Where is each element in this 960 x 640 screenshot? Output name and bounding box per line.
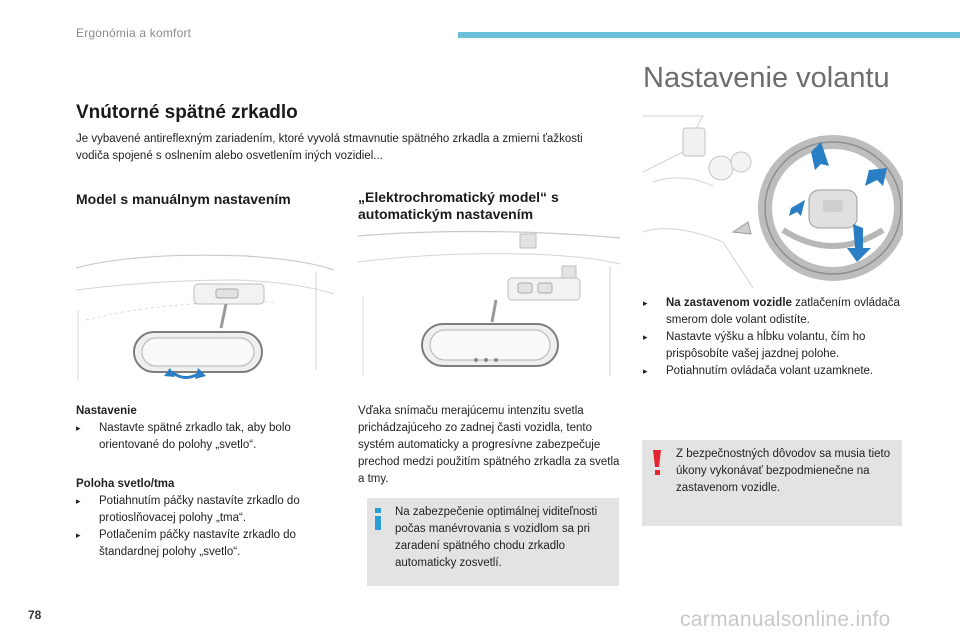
steering-instructions — [643, 295, 905, 380]
list-item — [643, 363, 905, 380]
auto-mirror-illustration — [358, 226, 620, 384]
manual-mirror-illustration — [76, 250, 336, 390]
info-icon — [372, 508, 384, 530]
info-note-text: Na zabezpečenie optimálnej viditeľnosti počas manévrovania s vozidlom sa pri zaradení spätného chodu zrkadlo automaticky zosvetlí. — [395, 506, 598, 569]
steering-item-1-text: zatlačením ovládača smerom dole volant odistíte. — [666, 297, 900, 326]
bullet-icon: ▸ — [643, 332, 648, 342]
steering-item-3-text: Potiahnutím ovládača volant uzamknete. — [666, 365, 874, 377]
info-note-box — [367, 498, 619, 586]
exclamation-icon — [652, 450, 662, 476]
manual-model-heading: Model s manuálnym nastavením — [76, 191, 291, 207]
mirror-section-title: Vnútorné spätné zrkadlo — [76, 102, 298, 123]
steering-item-2-text: Nastavte výšku a hĺbku volantu, čím ho prispôsobíte vašej jazdnej polohe. — [666, 331, 866, 360]
manual-adjust-title: Nastavenie — [76, 405, 137, 417]
warning-note-text: Z bezpečnostných dôvodov sa musia tieto úkony vykonávať bezpodmienečne na zastavenom vozidle. — [676, 448, 891, 494]
list-item — [76, 420, 326, 454]
list-item — [76, 527, 326, 561]
steering-wheel-illustration — [643, 112, 903, 288]
manual-position-block — [76, 476, 326, 561]
manual-adjust-block — [76, 403, 326, 454]
list-item — [643, 295, 905, 329]
manual-adjust-item: Nastavte spätné zrkadlo tak, aby bolo orientované do polohy „svetlo“. — [99, 422, 291, 451]
manual-position-item-2: Potlačením páčky nastavíte zrkadlo do štandardnej polohy „svetlo“. — [99, 529, 296, 558]
bullet-icon: ▸ — [76, 496, 81, 506]
page-number: 78 — [28, 608, 42, 622]
warning-note-box — [642, 440, 902, 526]
bullet-icon: ▸ — [643, 298, 648, 308]
watermark: carmanualsonline.info — [680, 608, 891, 631]
steering-section-title: Nastavenie volantu — [643, 62, 890, 94]
header-accent-bar — [458, 32, 960, 38]
bullet-icon: ▸ — [643, 366, 648, 376]
steering-item-1-strong: Na zastavenom vozidle — [666, 297, 792, 309]
bullet-icon: ▸ — [76, 530, 81, 540]
mirror-intro-text: Je vybavené antireflexným zariadením, ktoré vyvolá stmavnutie spätného zrkadla a zmierni ťažkosti vodiča spojené s oslnením alebo osvetlením iných vozidiel... — [76, 133, 583, 162]
manual-position-title: Poloha svetlo/tma — [76, 478, 175, 490]
list-item — [76, 493, 326, 527]
header-section-label: Ergonómia a komfort — [76, 26, 192, 40]
bullet-icon: ▸ — [76, 423, 81, 433]
auto-model-heading: „Elektrochromatický model“ s automatickým nastavením — [358, 189, 559, 222]
auto-body-text: Vďaka snímaču merajúcemu intenzitu svetla prichádzajúceho zo zadnej časti vozidla, tento systém automaticky a progresívne zabezpečuje prechod medzi použitím spätného zrkadla za svetla a tmy. — [358, 405, 620, 485]
manual-position-item-1: Potiahnutím páčky nastavíte zrkadlo do protioslňovacej polohy „tma“. — [99, 495, 300, 524]
list-item — [643, 329, 905, 363]
